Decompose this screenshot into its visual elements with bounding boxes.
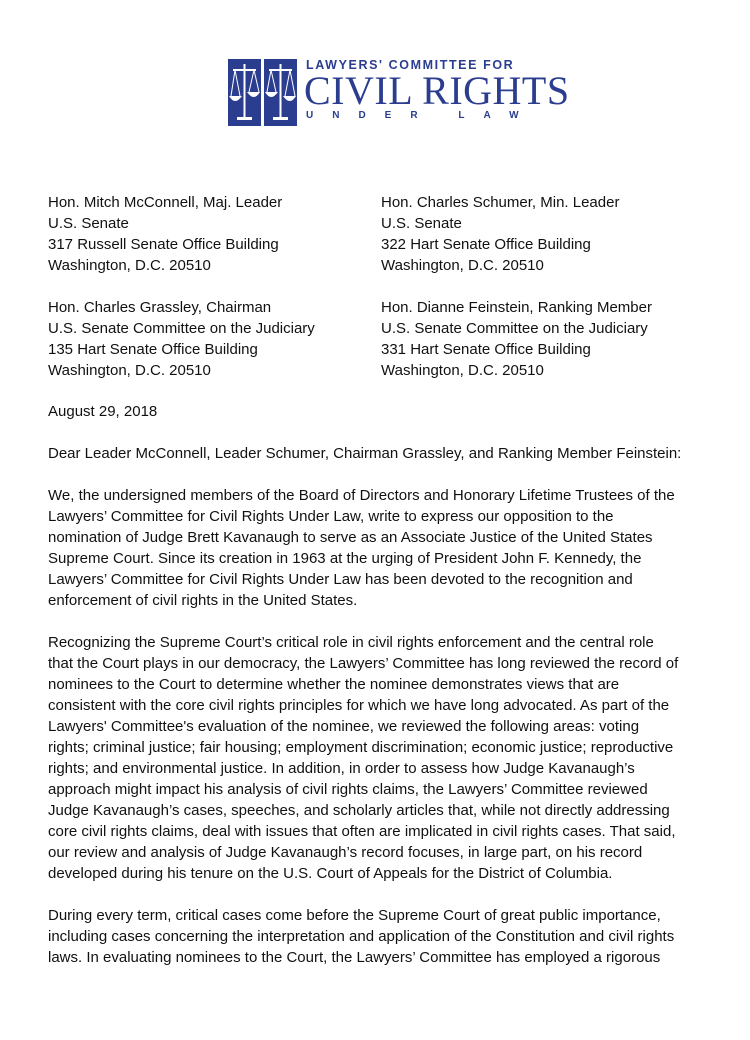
recipient-address [381,297,711,381]
logo-line-2: CIVIL RIGHTS [304,68,570,113]
recipient-name: Hon. Charles Grassley, Chairman [48,299,272,316]
letter-date: August 29, 2018 [48,403,158,420]
text-line: core civil rights claims, deal with issues that often are implicated in civil rights cases. That said, [48,823,676,840]
recipients-left-column [48,192,378,402]
text-line: Judge Kavanaugh’s cases, speeches, and scholarly articles that, while not directly addressing [48,802,670,819]
text-line: During every term, critical cases come before the Supreme Court of great public importance, [48,907,661,924]
text-line: rights; and environmental justice. In addition, in order to assess how Judge Kavanaugh’s [48,760,635,777]
recipient-building: 331 Hart Senate Office Building [381,341,591,358]
text-line: including cases concerning the interpretation and application of the Constitution and civil rights [48,928,675,945]
recipient-name: Hon. Mitch McConnell, Maj. Leader [48,194,283,211]
organization-logo [228,56,570,130]
logo-line-1: LAWYERS' COMMITTEE FOR [306,58,515,72]
text-line: laws. In evaluating nominees to the Court, the Lawyers’ Committee has employed a rigorous [48,949,661,966]
text-line: developed during his tenure on the U.S. Court of Appeals for the District of Columbia. [48,865,613,882]
text-line: our review and analysis of Judge Kavanaugh’s record focuses, in large part, on his record [48,844,643,861]
recipient-address [381,192,711,276]
salutation: Dear Leader McConnell, Leader Schumer, Chairman Grassley, and Ranking Member Feinstein: [48,445,682,462]
scales-of-justice-icon [228,56,298,130]
recipient-building: 135 Hart Senate Office Building [48,341,258,358]
recipients-right-column [381,192,711,402]
text-line: Recognizing the Supreme Court’s critical role in civil rights enforcement and the central role [48,634,654,651]
recipient-name: Hon. Dianne Feinstein, Ranking Member [381,299,652,316]
text-line: that the Court plays in our democracy, the Lawyers’ Committee has long reviewed the record of [48,655,679,672]
recipient-address [48,297,378,381]
recipient-city: Washington, D.C. 20510 [48,362,211,379]
recipient-building: 317 Russell Senate Office Building [48,236,279,253]
recipient-org: U.S. Senate Committee on the Judiciary [48,320,315,337]
recipient-address [48,192,378,276]
recipient-city: Washington, D.C. 20510 [381,362,544,379]
recipient-building: 322 Hart Senate Office Building [381,236,591,253]
text-line: Supreme Court. Since its creation in 1963 at the urging of President John F. Kennedy, the [48,550,642,567]
text-line: We, the undersigned members of the Board of Directors and Honorary Lifetime Trustees of the [48,487,675,504]
recipient-city: Washington, D.C. 20510 [48,257,211,274]
text-line: Lawyers' Committee's evaluation of the nominee, we reviewed the following areas: voting [48,718,640,735]
recipient-org: U.S. Senate Committee on the Judiciary [381,320,648,337]
recipient-org: U.S. Senate [381,215,462,232]
paragraph-2 [48,632,708,884]
text-line: nomination of Judge Brett Kavanaugh to serve as an Associate Justice of the United States [48,529,653,546]
text-line: Lawyers’ Committee for Civil Rights Under Law has been devoted to the recognition and [48,571,633,588]
text-line: consistent with the core civil rights principles for which we have long advocated. As part of the [48,697,670,714]
logo-line-3: UNDER LAW [306,110,538,121]
text-line: nominees to the Court to determine whether the nominee demonstrates views that are [48,676,620,693]
paragraph-3 [48,905,708,968]
recipient-city: Washington, D.C. 20510 [381,257,544,274]
text-line: approach might impact his analysis of civil rights claims, the Lawyers’ Committee reviewed [48,781,648,798]
text-line: rights; criminal justice; fair housing; employment discrimination; economic justice; reproductive [48,739,674,756]
text-line: Lawyers’ Committee for Civil Rights Under Law, write to express our opposition to the [48,508,614,525]
recipient-name: Hon. Charles Schumer, Min. Leader [381,194,620,211]
recipient-org: U.S. Senate [48,215,129,232]
text-line: enforcement of civil rights in the United States. [48,592,358,609]
paragraph-1 [48,485,708,611]
